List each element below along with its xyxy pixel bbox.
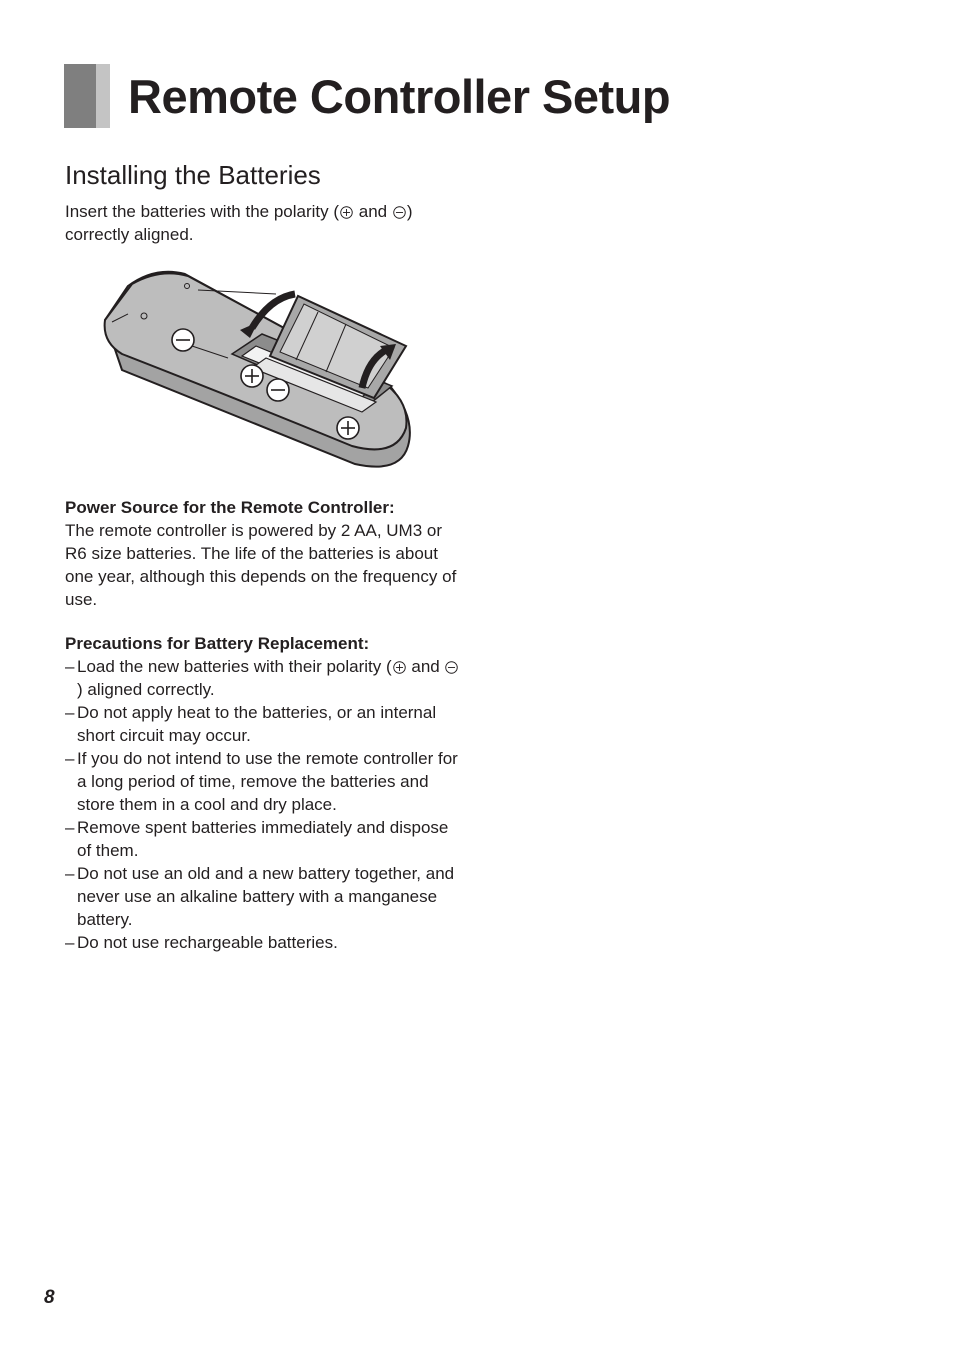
page-title: Remote Controller Setup — [128, 70, 671, 123]
plus-polarity-icon — [393, 661, 406, 674]
precaution-item — [65, 655, 465, 701]
intro-text-after: ) correctly aligned. — [65, 202, 413, 244]
precautions-block — [65, 632, 465, 954]
plus-mark-remote — [337, 417, 359, 439]
section-heading: Installing the Batteries — [65, 160, 321, 190]
power-source-heading: Power Source for the Remote Controller: — [65, 498, 395, 517]
minus-mark-battery-2 — [267, 379, 289, 401]
power-source-body: The remote controller is powered by 2 AA, UM3 or R6 size batteries. The life of the batteries is about one year, although this depends on the frequency of use. — [65, 521, 457, 609]
precautions-list — [65, 655, 465, 954]
intro-text-and: and — [354, 202, 392, 221]
precaution-item: – Do not apply heat to the batteries, or an internal short circuit may occur. — [65, 701, 465, 747]
minus-polarity-icon — [393, 206, 406, 219]
title-accent-bar — [64, 64, 110, 128]
intro-paragraph — [65, 200, 465, 246]
title-accent-light — [96, 64, 110, 128]
minus-polarity-icon — [445, 661, 458, 674]
precaution-item-1-before: Load the new batteries with their polarity ( — [77, 657, 392, 676]
plus-mark-battery-1 — [241, 365, 263, 387]
precaution-item-1-after: ) aligned correctly. — [77, 680, 215, 699]
title-accent-dark — [64, 64, 96, 128]
page-number: 8 — [44, 1287, 55, 1308]
plus-polarity-icon — [340, 206, 353, 219]
remote-battery-illustration — [100, 268, 420, 474]
minus-mark-remote — [172, 329, 194, 351]
precaution-item: – If you do not intend to use the remote controller for a long period of time, remove the batteries and store them in a cool and dry place. — [65, 747, 465, 816]
precaution-item: – Do not use rechargeable batteries. — [65, 931, 465, 954]
precaution-item-1-and: and — [406, 657, 445, 676]
precautions-heading: Precautions for Battery Replacement: — [65, 634, 370, 653]
precaution-item: – Remove spent batteries immediately and dispose of them. — [65, 816, 465, 862]
precaution-item: – Do not use an old and a new battery together, and never use an alkaline battery with a manganese battery. — [65, 862, 465, 931]
power-source-block — [65, 496, 465, 611]
intro-text-before: Insert the batteries with the polarity ( — [65, 202, 340, 221]
